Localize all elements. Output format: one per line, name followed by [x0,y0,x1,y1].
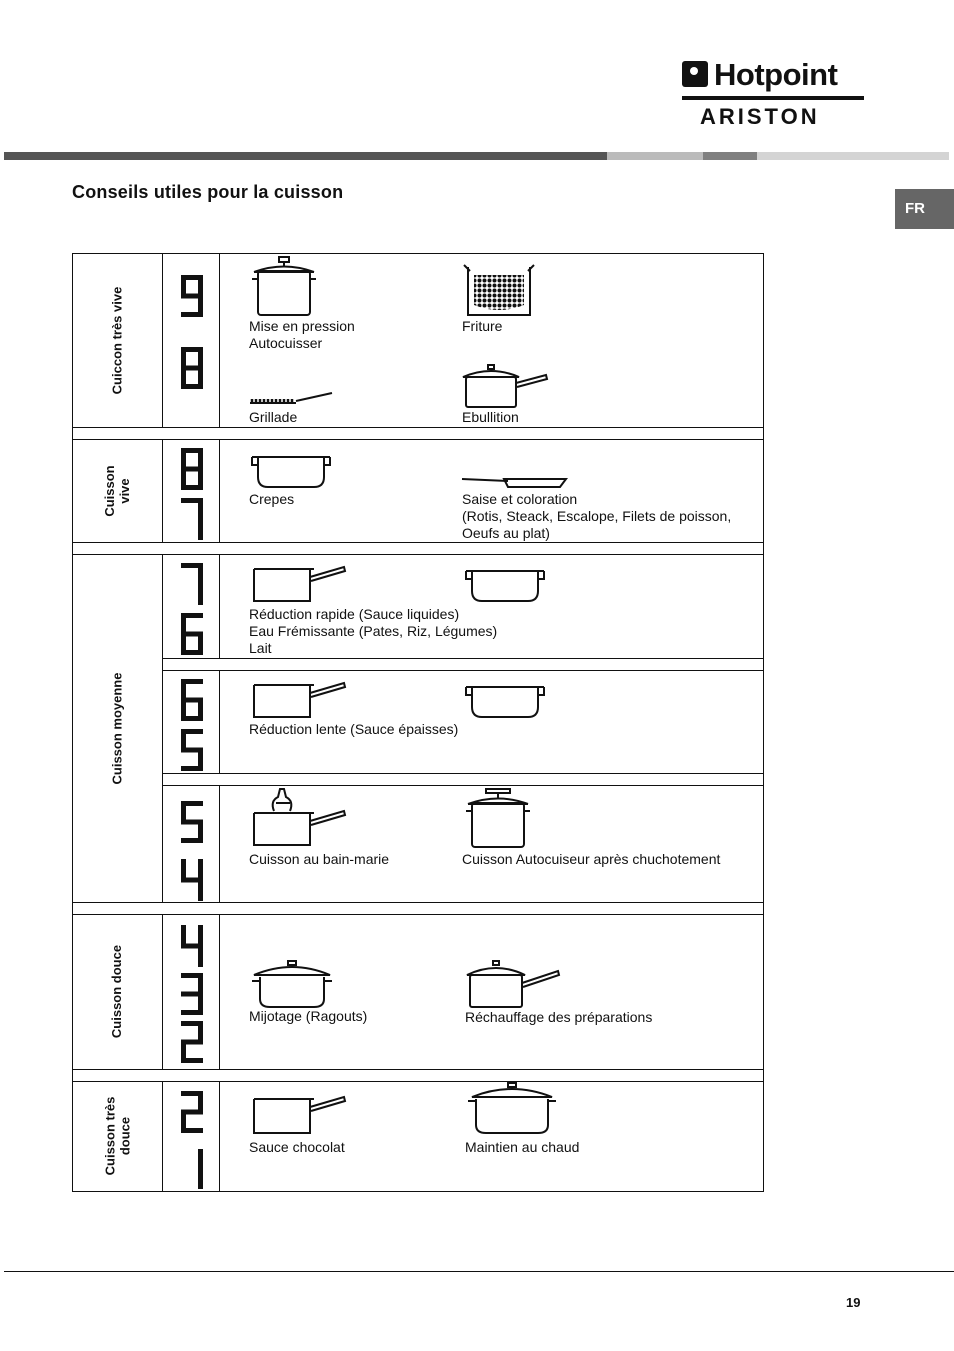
item-label: Friture [462,318,503,334]
brand-name: Hotpoint [714,56,838,92]
digit-segment-b [198,859,203,881]
item-label: Mijotage (Ragouts) [249,1008,368,1024]
grill-pan-icon [248,389,338,409]
digit-segment-c [198,699,203,721]
row-rule [163,785,764,786]
digit-segment-d [181,1058,203,1063]
row-rule [72,427,764,428]
item-label: Cuisson au bain-marie [249,851,390,867]
category-tres-vive: Cuiccon très vive [109,286,125,394]
digit-segment-b [198,498,203,520]
row-rule [72,253,764,254]
heat-level-display [164,561,220,661]
digit-5 [181,729,203,771]
heat-level-display [164,799,220,909]
digit-segment-c [198,879,203,901]
col-rule [162,253,163,428]
wide-pot-icon [248,451,336,491]
digit-segment-d [181,1010,203,1015]
row-rule [72,554,764,555]
brand-logo [682,54,864,134]
digit-5 [181,801,203,843]
item-label: Sauce chocolat [249,1139,345,1155]
item-label: Grillade [249,409,298,425]
pressure-cooker-icon [248,255,320,319]
digit-9 [181,275,203,317]
category-douce: Cuisson douce [109,944,125,1039]
language-tab: FR [895,189,954,229]
digit-segment-c [198,633,203,655]
saucepan-icon [248,677,348,721]
logo-divider [682,96,864,100]
item-label: Crepes [249,491,295,507]
digit-2 [181,1021,203,1063]
heat-level-display [164,446,220,546]
wide-pot-icon [462,681,550,721]
frying-pan-icon [460,475,570,489]
heat-level-display [164,1089,220,1189]
digit-segment-c [198,518,203,540]
item-label: Saise et coloration (Rotis, Steack, Escalope, Filets de poisson, Oeufs au plat) [462,491,732,541]
cooking-table [72,253,764,1192]
table-border-right [763,253,764,1192]
digit-6 [181,679,203,721]
footer-rule [4,1271,954,1272]
digit-4 [181,859,203,901]
header-bar-light [607,152,703,160]
row-rule [163,773,764,774]
category-vive [72,439,162,542]
digit-3 [181,973,203,1015]
bain-marie-icon [248,787,348,849]
stew-pot-icon [248,959,336,1011]
category-tres-douce: Cuisson très douce [102,1096,132,1176]
digit-segment-g [181,366,203,371]
saucepan-icon [248,1091,348,1137]
pressure-cooker-icon [462,787,538,849]
digit-8 [181,448,203,490]
item-label: Ebullition [462,409,519,425]
digit-segment-d [181,1128,203,1133]
digit-segment-d [181,312,203,317]
col-rule [162,439,163,543]
item-label: Réchauffage des préparations [465,1009,653,1025]
hotpoint-logo-icon [682,61,708,87]
item-label: Réduction lente (Sauce épaisses) [249,721,459,737]
heat-level-display [164,273,220,423]
item-label: Mise en pression Autocuisser [249,318,355,351]
header-bar-dark [4,152,607,160]
page-number: 19 [846,1295,861,1310]
heat-level-display [164,923,220,1073]
saucepan-lid-icon [464,959,564,1009]
row-rule [163,658,764,659]
digit-segment-b [198,563,203,585]
digit-segment-b [198,1149,203,1171]
heat-level-display [164,677,220,777]
digit-segment-d [181,766,203,771]
frying-basket-icon [462,263,536,319]
brand-sub: ARISTON [700,104,820,129]
digit-4 [181,925,203,967]
item-label: Maintien au chaud [465,1139,580,1155]
header-bar-pale [757,152,949,160]
category-moyenne: Cuisson moyenne [109,672,125,784]
col-rule [162,554,163,903]
digit-segment-g [181,467,203,472]
digit-8 [181,347,203,389]
stew-pot-icon [464,1081,560,1137]
digit-2 [181,1091,203,1133]
digit-segment-b [198,925,203,947]
digit-segment-g [181,294,203,299]
category-text: Cuisson vive [102,464,132,517]
digit-segment-c [198,945,203,967]
row-rule [72,1081,764,1082]
page-title: Conseils utiles pour la cuisson [72,182,344,202]
item-label: Cuisson Autocuiseur après chuchotement [462,851,721,867]
saucepan-icon [248,561,348,605]
col-rule [162,914,163,1070]
row-rule [72,914,764,915]
digit-segment-c [198,1169,203,1189]
item-label: Réduction rapide (Sauce liquides) Eau Frémissante (Pates, Riz, Légumes) Lait [249,606,498,656]
digit-7 [181,498,203,540]
header-bar-mid [703,152,757,160]
row-rule [163,670,764,671]
col-rule [162,1081,163,1192]
digit-6 [181,613,203,655]
wide-pot-icon [462,565,550,605]
row-rule [72,439,764,440]
row-rule [72,1191,764,1192]
digit-segment-d [181,838,203,843]
saucepan-lid-icon [460,363,550,409]
digit-1 [198,1149,203,1189]
digit-7 [181,563,203,605]
digit-segment-c [198,583,203,605]
